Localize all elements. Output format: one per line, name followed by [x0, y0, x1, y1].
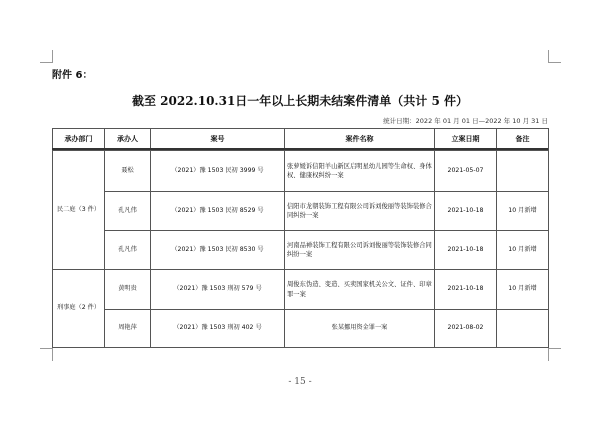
case-number-cell: （2021）豫 1503 民初 3999 号: [151, 151, 285, 192]
case-number-cell: （2021）豫 1503 民初 8530 号: [151, 231, 285, 270]
case-name-cell: 信阳市龙朝装饰工程有限公司诉刘俊丽等装饰装修合同纠纷一案: [285, 192, 435, 231]
department-cell-criminal: 刑事庭（2 件）: [53, 270, 105, 348]
filed-date-cell: 2021-10-18: [435, 231, 497, 270]
col-header-case-number: 案号: [151, 129, 285, 151]
case-name-cell: 张萝媛诉信阳羊山新区启明星幼儿园等生命权、身体权、健康权纠纷一案: [285, 151, 435, 192]
note-cell: 10 月新增: [497, 270, 549, 310]
col-header-department: 承办部门: [53, 129, 105, 151]
col-header-note: 备注: [497, 129, 549, 151]
crop-mark-bottom-left: [40, 348, 53, 361]
cases-table: [52, 128, 549, 348]
note-cell: [497, 310, 549, 348]
case-number-cell: （2021）豫 1503 民初 8529 号: [151, 192, 285, 231]
document-title: 截至 2022.10.31日一年以上长期未结案件清单（共计 5 件）: [131, 94, 469, 108]
case-name-cell: 河南品禅装饰工程有限公司诉刘俊丽等装饰装修合同纠纷一案: [285, 231, 435, 270]
filed-date-cell: 2021-10-18: [435, 192, 497, 231]
filed-date-cell: 2021-08-02: [435, 310, 497, 348]
table-row: [53, 151, 549, 192]
note-cell: 10 月新增: [497, 231, 549, 270]
table-row: [53, 270, 549, 310]
crop-mark-top-left: [40, 50, 53, 63]
note-cell: [497, 151, 549, 192]
case-number-cell: （2021）豫 1503 刑初 579 号: [151, 270, 285, 310]
table-row: [53, 231, 549, 270]
col-header-case-name: 案件名称: [285, 129, 435, 151]
department-cell-civil: 民二庭（3 件）: [53, 151, 105, 270]
col-header-judge: 承办人: [105, 129, 151, 151]
judge-cell: 聂松: [105, 151, 151, 192]
stats-period: 统计日期：2022 年 01 月 01 日—2022 年 10 月 31 日: [383, 117, 548, 125]
filed-date-cell: 2021-10-18: [435, 270, 497, 310]
page-number: - 15 -: [288, 377, 312, 387]
header-underline: [52, 148, 548, 150]
attachment-label: 附件 6：: [52, 70, 93, 81]
note-cell: 10 月新增: [497, 192, 549, 231]
crop-mark-top-right: [548, 50, 561, 63]
col-header-filed-date: 立案日期: [435, 129, 497, 151]
judge-cell: 周艳萍: [105, 310, 151, 348]
table-row: [53, 310, 549, 348]
crop-mark-bottom-right: [548, 348, 561, 361]
filed-date-cell: 2021-05-07: [435, 151, 497, 192]
case-name-cell: 张某挪用资金罪一案: [285, 310, 435, 348]
judge-cell: 孔凡伟: [105, 192, 151, 231]
case-number-cell: （2021）豫 1503 刑初 402 号: [151, 310, 285, 348]
judge-cell: 孔凡伟: [105, 231, 151, 270]
case-name-cell: 周俊东伪造、变造、买卖国家机关公文、证件、印章罪一案: [285, 270, 435, 310]
table-row: [53, 192, 549, 231]
judge-cell: 黄明贵: [105, 270, 151, 310]
